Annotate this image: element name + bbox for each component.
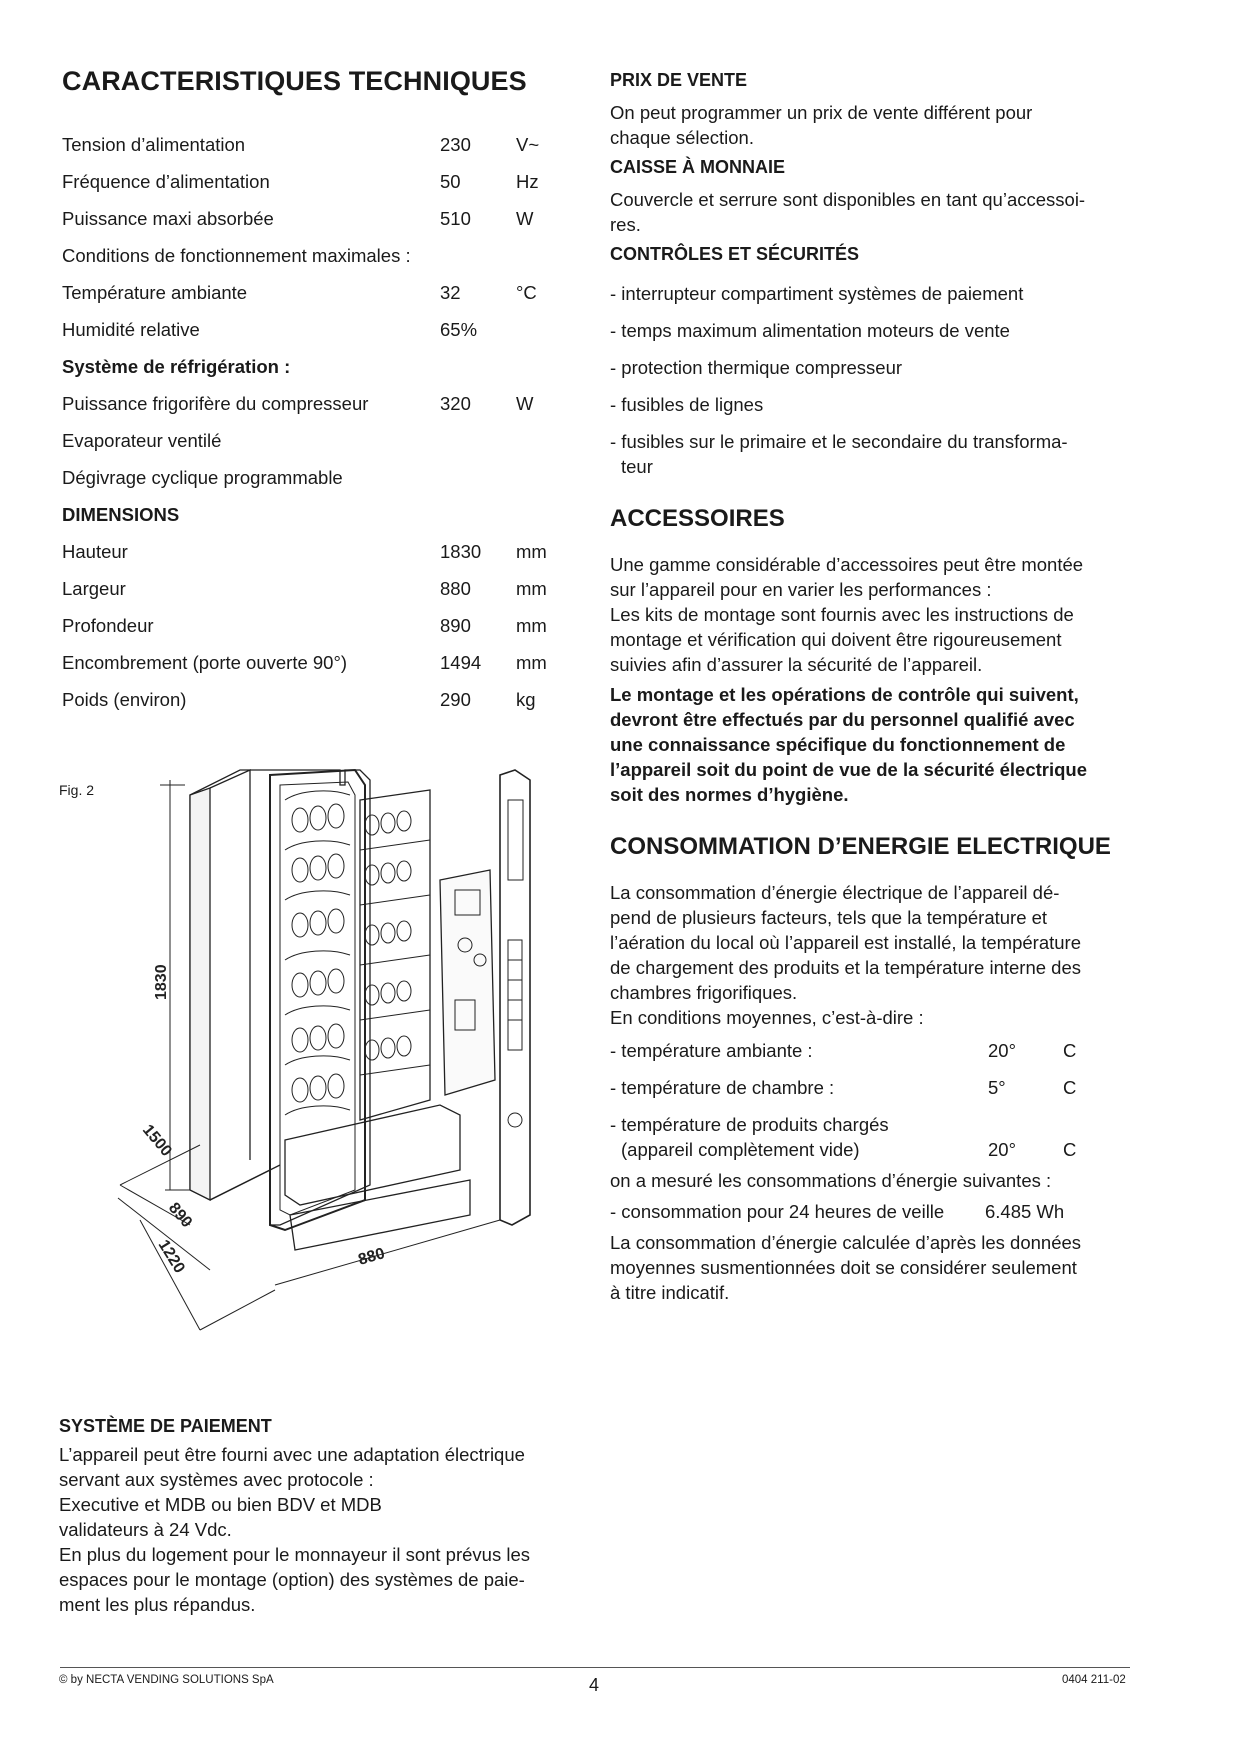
cash-line: Couvercle et serrure sont disponibles en tant qu’accessoi- [610, 189, 1086, 210]
energy-line: La consommation d’énergie électrique de l’appareil dé- [610, 882, 1060, 903]
spec-value: 290 [440, 689, 471, 710]
accessories-warning [610, 682, 1130, 807]
spec-unit: mm [516, 578, 547, 599]
warning-line: Le montage et les opérations de contrôle qui suivent, [610, 684, 1079, 705]
spec-unit: W [516, 208, 534, 229]
payment-title: SYSTÈME DE PAIEMENT [59, 1416, 272, 1436]
spec-label: Conditions de fonctionnement maximales : [62, 245, 411, 266]
spec-unit: mm [516, 615, 547, 636]
payment-line: validateurs à 24 Vdc. [59, 1519, 232, 1540]
payment-line: L’appareil peut être fourni avec une adaptation électrique [59, 1444, 525, 1465]
dim-height-label: 1830 [153, 964, 170, 1000]
controls-item-continuation: teur [621, 456, 653, 477]
warning-line: l’appareil soit du point de vue de la sécurité électrique [610, 759, 1088, 780]
energy-line: chambres frigorifiques. [610, 982, 798, 1003]
footer-copyright: © by NECTA VENDING SOLUTIONS SpA [59, 1674, 274, 1686]
condition-label: - température de chambre : [610, 1077, 835, 1098]
warning-line: une connaissance spécifique du fonctionnement de [610, 734, 1066, 755]
spec-value: 320 [440, 393, 471, 414]
payment-line: Executive et MDB ou bien BDV et MDB [59, 1494, 382, 1515]
accessories-line: sur l’appareil pour en varier les performances : [610, 579, 992, 600]
cash-line: res. [610, 214, 641, 235]
footer-rule [60, 1667, 1130, 1668]
spec-label: Evaporateur ventilé [62, 430, 222, 451]
spec-unit: V~ [516, 134, 540, 155]
consumption-label: - consommation pour 24 heures de veille [610, 1201, 945, 1222]
accessories-line: suivies afin d’assurer la sécurité de l’appareil. [610, 654, 983, 675]
spec-section-heading: DIMENSIONS [62, 504, 180, 525]
controls-item: - fusibles de lignes [610, 394, 764, 415]
energy-measured: on a mesuré les consommations d’énergie suivantes : [610, 1170, 1052, 1191]
condition-value: 20° [988, 1040, 1016, 1061]
controls-item: - protection thermique compresseur [610, 357, 903, 378]
price-line: chaque sélection. [610, 127, 754, 148]
dim-open-label: 1220 [154, 1237, 188, 1277]
controls-title: CONTRÔLES ET SÉCURITÉS [610, 244, 860, 264]
spec-label: Température ambiante [62, 282, 248, 303]
spec-label: Dégivrage cyclique programmable [62, 467, 343, 488]
spec-label: Profondeur [62, 615, 154, 636]
controls-item: - temps maximum alimentation moteurs de vente [610, 320, 1010, 341]
spec-value: 65% [440, 319, 478, 340]
price-title: PRIX DE VENTE [610, 70, 748, 90]
note-line: à titre indicatif. [610, 1282, 730, 1303]
spec-unit: kg [516, 689, 536, 710]
energy-note [610, 1230, 1130, 1305]
spec-value: 1830 [440, 541, 482, 562]
spec-unit: mm [516, 541, 547, 562]
accessories-line: Une gamme considérable d’accessoires peut être montée [610, 554, 1084, 575]
condition-label: - température ambiante : [610, 1040, 813, 1061]
controls-item: - interrupteur compartiment systèmes de paiement [610, 283, 1024, 304]
controls-item: - fusibles sur le primaire et le secondaire du transforma- [610, 431, 1068, 452]
spec-label: Largeur [62, 578, 126, 599]
condition-unit: C [1063, 1040, 1077, 1061]
condition-unit: C [1063, 1139, 1077, 1160]
energy-title: CONSOMMATION D’ENERGIE ELECTRIQUE [610, 833, 1111, 860]
payment-line: servant aux systèmes avec protocole : [59, 1469, 374, 1490]
dim-width-label: 880 [356, 1245, 387, 1269]
spec-label: Encombrement (porte ouverte 90°) [62, 652, 348, 673]
energy-line: En conditions moyennes, c’est-à-dire : [610, 1007, 924, 1028]
warning-line: devront être effectués par du personnel qualifié avec [610, 709, 1075, 730]
spec-unit: Hz [516, 171, 539, 192]
spec-unit: mm [516, 652, 547, 673]
energy-line: pend de plusieurs facteurs, tels que la température et [610, 907, 1048, 928]
spec-value: 880 [440, 578, 471, 599]
payment-line: ment les plus répandus. [59, 1594, 256, 1615]
spec-label: Hauteur [62, 541, 128, 562]
condition-value: 20° [988, 1139, 1016, 1160]
spec-unit: W [516, 393, 534, 414]
energy-line: l’aération du local où l’appareil est installé, la température [610, 932, 1081, 953]
price-line: On peut programmer un prix de vente différent pour [610, 102, 1033, 123]
spec-value: 50 [440, 171, 461, 192]
spec-label: Puissance maxi absorbée [62, 208, 274, 229]
spec-unit: °C [516, 282, 537, 303]
warning-line: soit des normes d’hygiène. [610, 784, 849, 805]
accessories-line: Les kits de montage sont fournis avec les instructions de [610, 604, 1074, 625]
accessories-text [610, 552, 1130, 677]
vending-machine-figure [100, 760, 580, 1360]
energy-text [610, 880, 1130, 1030]
cash-title: CAISSE À MONNAIE [610, 157, 786, 177]
consumption-value: 6.485 Wh [985, 1201, 1065, 1222]
payment-line: espaces pour le montage (option) des systèmes de paie- [59, 1569, 525, 1590]
dim-depth-label: 890 [164, 1199, 196, 1232]
spec-label: Poids (environ) [62, 689, 187, 710]
payment-line: En plus du logement pour le monnayeur il sont prévus les [59, 1544, 530, 1565]
spec-value: 890 [440, 615, 471, 636]
spec-value: 32 [440, 282, 461, 303]
dim-diagonal-label: 1500 [138, 1121, 175, 1160]
condition-value: 5° [988, 1077, 1006, 1098]
spec-label: Humidité relative [62, 319, 200, 340]
condition-label: - température de produits chargés [610, 1114, 889, 1135]
figure-caption: Fig. 2 [59, 782, 95, 798]
note-line: La consommation d’énergie calculée d’après les données [610, 1232, 1082, 1253]
payment-text [59, 1442, 579, 1617]
footer-doc-code: 0404 211-02 [1062, 1674, 1126, 1686]
condition-label-continuation: (appareil complètement vide) [621, 1139, 860, 1160]
note-line: moyennes susmentionnées doit se considérer seulement [610, 1257, 1077, 1278]
spec-label: Fréquence d’alimentation [62, 171, 270, 192]
spec-value: 510 [440, 208, 471, 229]
accessories-line: montage et vérification qui doivent être rigoureusement [610, 629, 1062, 650]
energy-line: de chargement des produits et la température interne des [610, 957, 1082, 978]
spec-section-heading: Système de réfrigération : [62, 356, 291, 377]
accessories-title: ACCESSOIRES [610, 505, 785, 532]
spec-value: 230 [440, 134, 471, 155]
condition-unit: C [1063, 1077, 1077, 1098]
spec-value: 1494 [440, 652, 482, 673]
price-text [610, 100, 1130, 150]
cash-text [610, 187, 1130, 237]
spec-label: Tension d’alimentation [62, 134, 246, 155]
page-number: 4 [589, 1675, 600, 1695]
tech-title: CARACTERISTIQUES TECHNIQUES [62, 66, 527, 96]
spec-label: Puissance frigorifère du compresseur [62, 393, 369, 414]
